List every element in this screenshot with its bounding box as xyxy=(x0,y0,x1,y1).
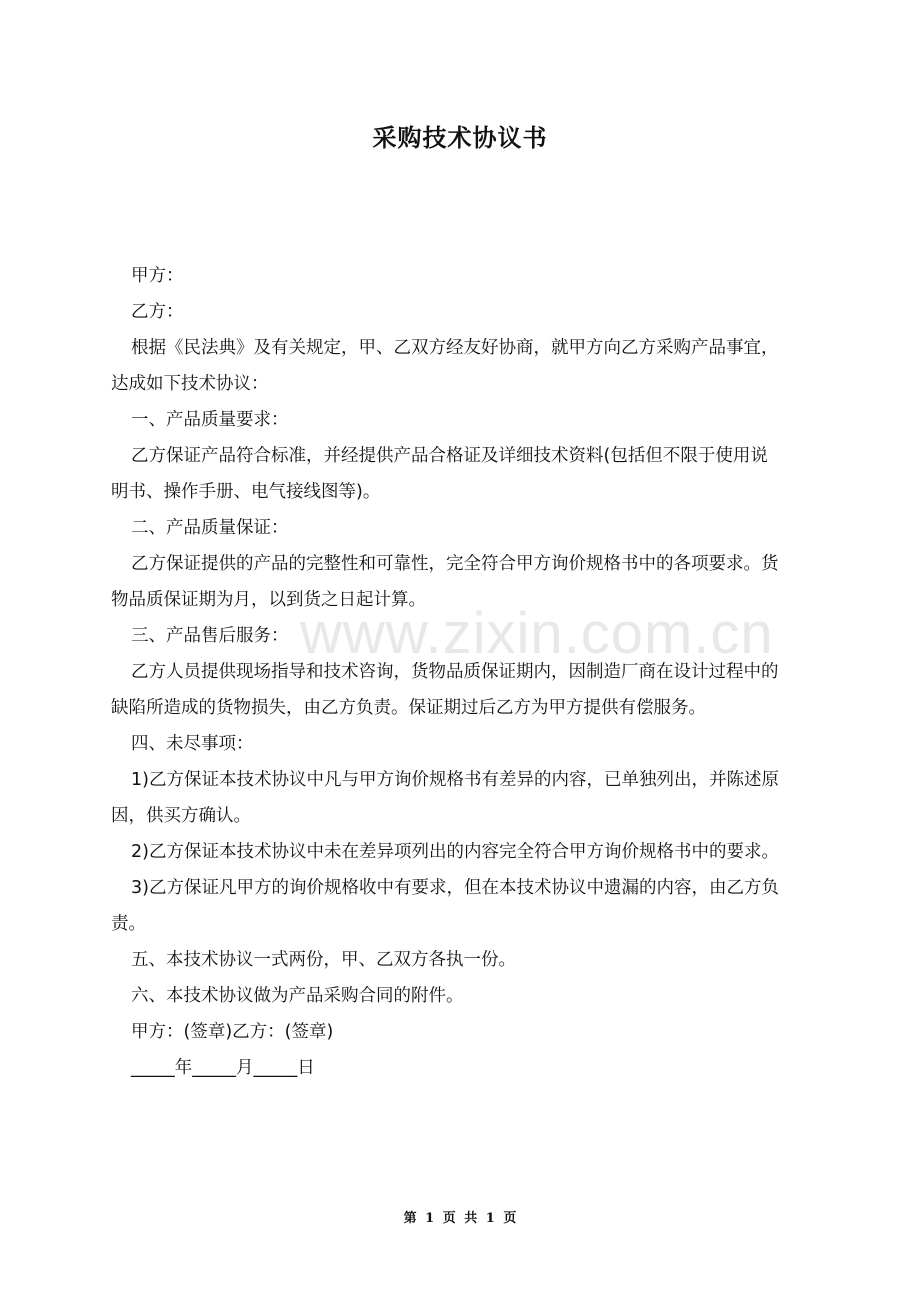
section-1-heading: 一、产品质量要求： xyxy=(131,410,289,430)
section-6: 六、本技术协议做为产品采购合同的附件。 xyxy=(131,986,464,1006)
section-1-body-line-2: 明书、操作手册、电气接线图等)。 xyxy=(111,482,381,502)
section-4-item-3-line-1: 3)乙方保证凡甲方的询价规格收中有要求，但在本技术协议中遗漏的内容，由乙方负 xyxy=(131,878,779,898)
party-b-line: 乙方： xyxy=(131,302,184,322)
section-4-item-1-line-2: 因，供买方确认。 xyxy=(111,806,251,826)
page-footer: 第 1 页 共 1 页 xyxy=(403,1211,517,1226)
section-3-heading: 三、产品售后服务： xyxy=(131,626,289,646)
section-2-body-line-1: 乙方保证提供的产品的完整性和可靠性，完全符合甲方询价规格书中的各项要求。货 xyxy=(131,554,779,574)
section-4-item-3-line-2: 责。 xyxy=(111,914,146,934)
document-title: 采购技术协议书 xyxy=(372,124,548,152)
preamble-line-1: 根据《民法典》及有关规定，甲、乙双方经友好协商，就甲方向乙方采购产品事宜， xyxy=(131,338,779,358)
section-2-heading: 二、产品质量保证： xyxy=(131,518,289,538)
date-line: _____年_____月_____日 xyxy=(131,1058,315,1078)
section-1-body-line-1: 乙方保证产品符合标准，并经提供产品合格证及详细技术资料(包括但不限于使用说 xyxy=(131,446,768,466)
signature-line: 甲方：(签章)乙方：(签章) xyxy=(131,1022,334,1042)
party-a-line: 甲方： xyxy=(131,266,184,286)
preamble-line-2: 达成如下技术协议： xyxy=(111,374,269,394)
section-2-body-line-2: 物品质保证期为月，以到货之日起计算。 xyxy=(111,590,426,610)
section-3-body-line-2: 缺陷所造成的货物损失，由乙方负责。保证期过后乙方为甲方提供有偿服务。 xyxy=(111,698,706,718)
watermark: www.zixin.com.cn xyxy=(300,601,774,666)
section-3-body-line-1: 乙方人员提供现场指导和技术咨询，货物品质保证期内，因制造厂商在设计过程中的 xyxy=(131,662,779,682)
section-4-item-2: 2)乙方保证本技术协议中未在差异项列出的内容完全符合甲方询价规格书中的要求。 xyxy=(131,842,779,862)
section-5: 五、本技术协议一式两份，甲、乙双方各执一份。 xyxy=(131,950,516,970)
section-4-heading: 四、未尽事项： xyxy=(131,734,254,754)
section-4-item-1-line-1: 1)乙方保证本技术协议中凡与甲方询价规格书有差异的内容，已单独列出，并陈述原 xyxy=(131,770,779,790)
